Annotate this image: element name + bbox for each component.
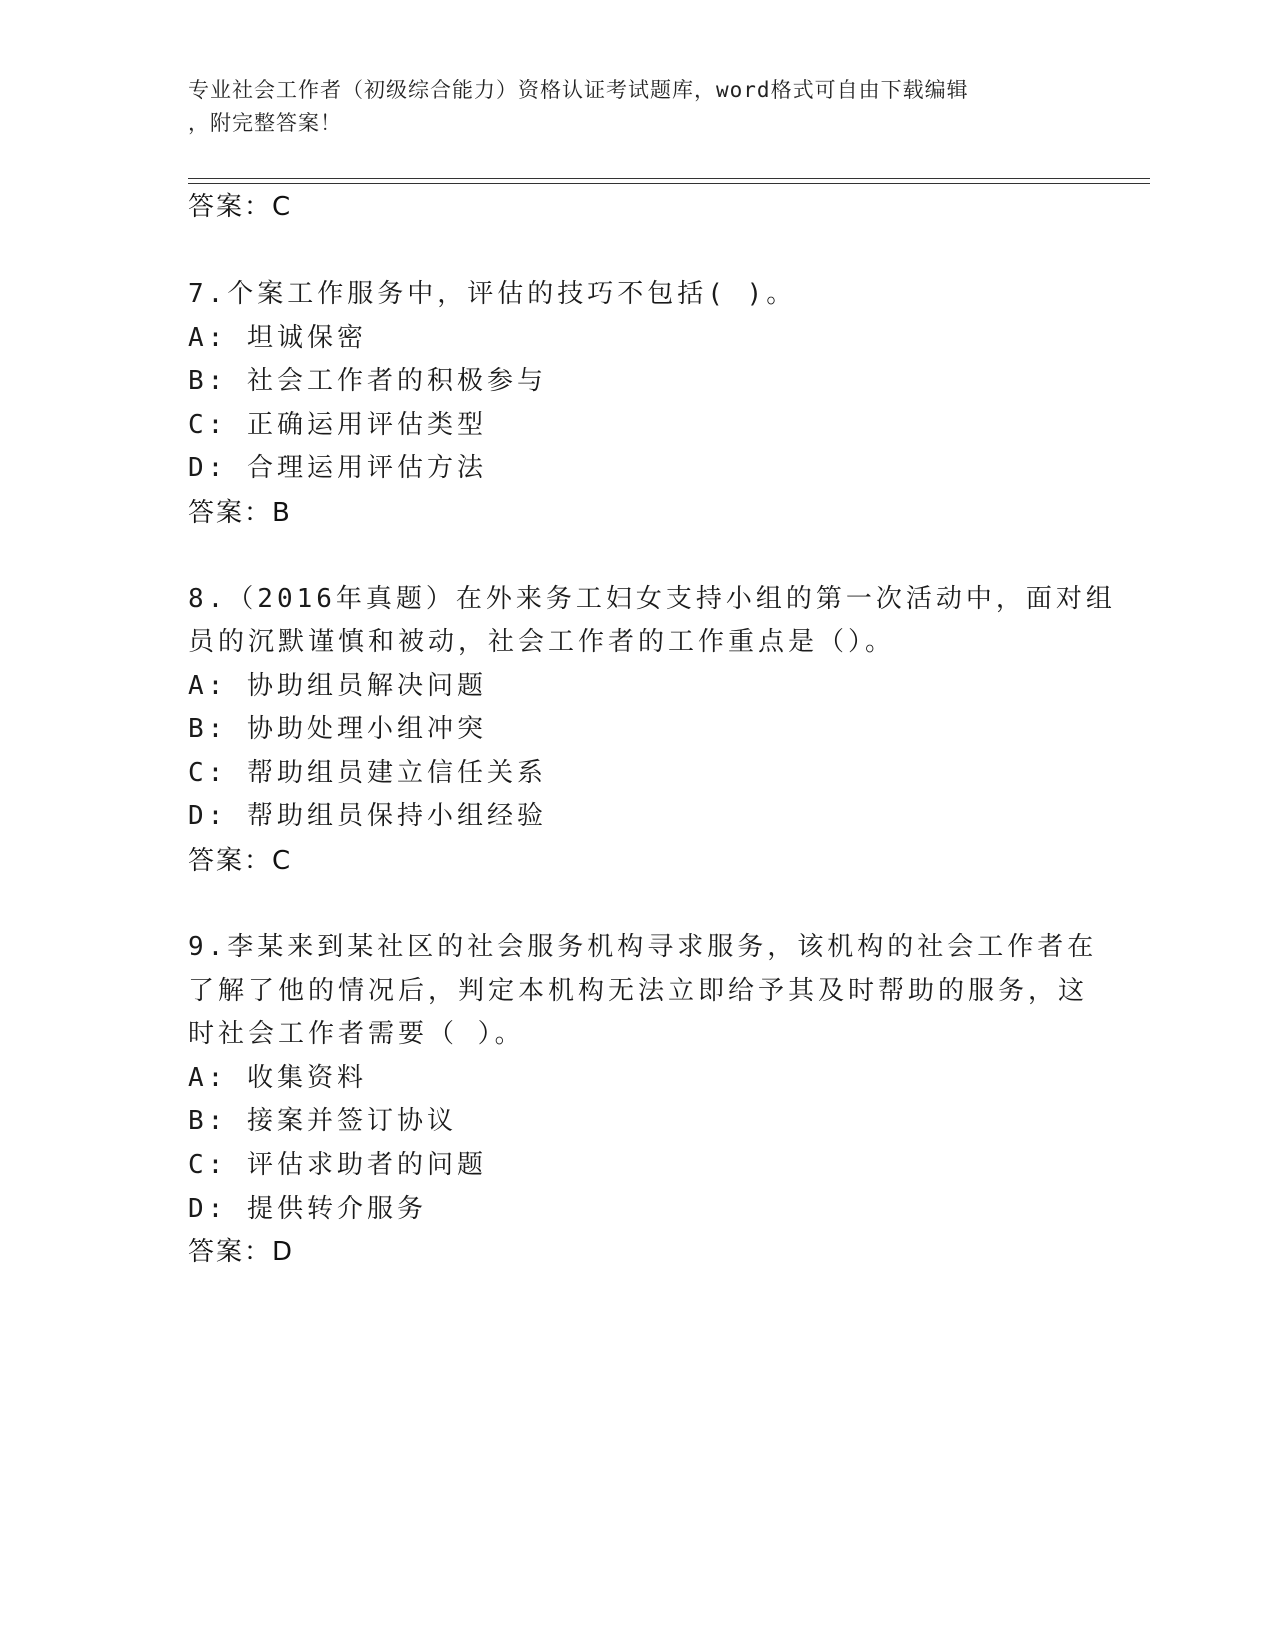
- previous-question-answer: 答案：C: [188, 192, 293, 222]
- question-text-line: 员的沉默谨慎和被动，社会工作者的工作重点是（）。: [188, 627, 896, 657]
- header-divider-top: [188, 178, 1150, 179]
- option-c: C: 帮助组员建立信任关系: [188, 758, 547, 788]
- question-text-line: 时社会工作者需要（ ）。: [188, 1019, 525, 1049]
- option-d: D: 合理运用评估方法: [188, 453, 487, 483]
- option-c: C: 正确运用评估类型: [188, 410, 487, 440]
- question-text-line: 9.李某来到某社区的社会服务机构寻求服务，该机构的社会工作者在: [188, 932, 1098, 962]
- option-b: B: 接案并签订协议: [188, 1106, 457, 1136]
- option-a: A: 收集资料: [188, 1063, 367, 1093]
- header-line-1: 专业社会工作者（初级综合能力）资格认证考试题库，word格式可自由下载编辑: [188, 78, 969, 102]
- option-a: A: 协助组员解决问题: [188, 671, 487, 701]
- option-b: B: 社会工作者的积极参与: [188, 366, 547, 396]
- option-a: A: 坦诚保密: [188, 323, 367, 353]
- option-d: D: 帮助组员保持小组经验: [188, 801, 547, 831]
- header-divider-bottom: [188, 183, 1150, 184]
- question-answer: 答案：B: [188, 498, 292, 528]
- option-b: B: 协助处理小组冲突: [188, 714, 487, 744]
- question-answer: 答案：C: [188, 846, 293, 876]
- question-text-line: 了解了他的情况后，判定本机构无法立即给予其及时帮助的服务，这: [188, 976, 1089, 1006]
- question-text-line: 8.（2016年真题）在外来务工妇女支持小组的第一次活动中，面对组: [188, 584, 1116, 614]
- option-d: D: 提供转介服务: [188, 1194, 427, 1224]
- option-c: C: 评估求助者的问题: [188, 1150, 487, 1180]
- question-text-line: 7.个案工作服务中，评估的技巧不包括( )。: [188, 279, 797, 309]
- header-line-2: ，附完整答案！: [188, 111, 342, 135]
- question-answer: 答案：D: [188, 1237, 295, 1267]
- document-header: [188, 74, 1068, 140]
